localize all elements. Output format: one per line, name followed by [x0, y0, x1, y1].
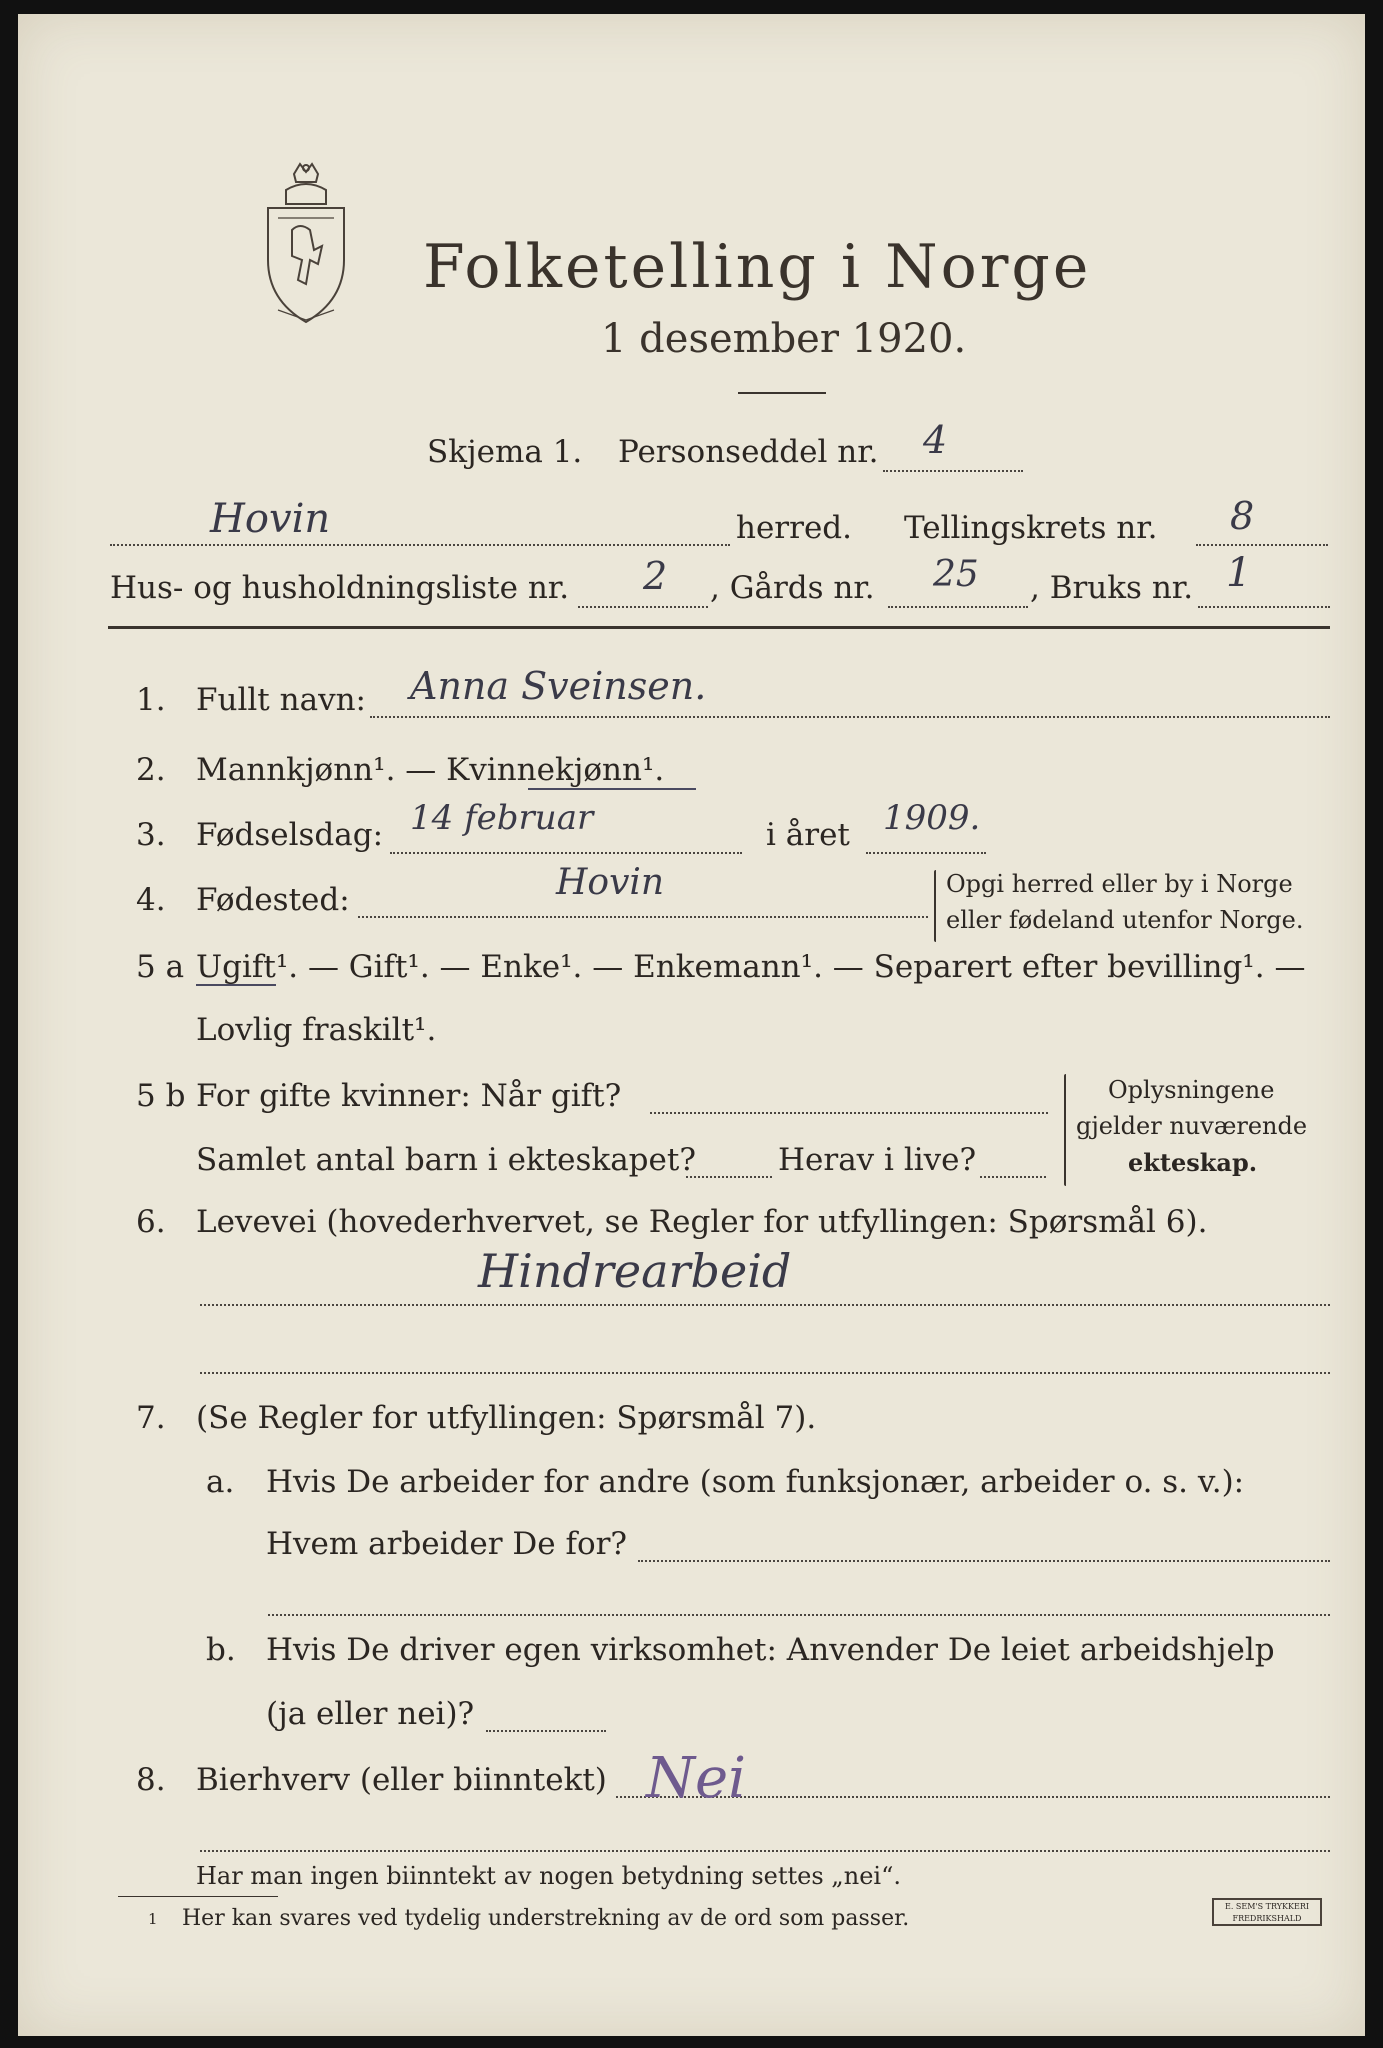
q7b-line — [486, 1730, 606, 1732]
q5b-children-line — [686, 1176, 772, 1178]
q5b-bracket — [1064, 1074, 1066, 1186]
herred-line — [110, 544, 730, 546]
footnote-divider — [118, 1896, 278, 1897]
tellingskrets-label: Tellingskrets nr. — [904, 510, 1158, 546]
hus-value: 2 — [643, 554, 668, 598]
q1-number: 1. — [136, 682, 166, 718]
q1-full-name: Anna Sveinsen. — [410, 664, 707, 708]
q4-line — [358, 916, 928, 918]
q2-number: 2. — [136, 752, 166, 788]
q3-year-line — [866, 852, 986, 854]
bruks-line — [1198, 606, 1330, 608]
q5b-married-line — [650, 1112, 1048, 1114]
q8-line2 — [200, 1850, 1330, 1852]
tellingskrets-value: 8 — [1230, 494, 1255, 538]
q5a-label-line2: Lovlig fraskilt¹. — [196, 1012, 437, 1048]
footnote-mark: 1 — [148, 1910, 158, 1928]
gards-value: 25 — [933, 554, 979, 595]
bruks-label: , Bruks nr. — [1030, 570, 1194, 606]
q5a-number: 5 a — [136, 949, 185, 985]
personseddel-value: 4 — [923, 418, 948, 462]
q5b-label-line2: Samlet antal barn i ekteskapet? — [196, 1142, 696, 1178]
title-divider — [738, 392, 826, 394]
q7b-label-line2: (ja eller nei)? — [266, 1696, 475, 1732]
q2-underline-mark — [528, 788, 696, 790]
tellingskrets-line — [1196, 544, 1328, 546]
personseddel-line — [883, 470, 1023, 472]
gards-label: , Gårds nr. — [710, 570, 875, 606]
q7-label: (Se Regler for utfyllingen: Spørsmål 7). — [196, 1400, 817, 1436]
form-title: Folketelling i Norge — [423, 232, 1092, 302]
q5a-label: Ugift¹. — Gift¹. — Enke¹. — Enkemann¹. — Separert efter bevilling¹. — — [196, 949, 1306, 985]
q7b-letter: b. — [206, 1632, 236, 1668]
q6-label: Levevei (hovederhvervet, se Regler for utfyllingen: Spørsmål 6). — [196, 1204, 1208, 1240]
q7-number: 7. — [136, 1400, 166, 1436]
census-form — [18, 14, 1365, 2036]
q3-day-line — [390, 852, 742, 854]
q1-label: Fullt navn: — [196, 682, 366, 718]
q7a-line2 — [268, 1614, 1330, 1616]
footnote-text: Her kan svares ved tydelig understrekning av de ord som passer. — [182, 1906, 910, 1931]
printer-stamp: E. SEM'S TRYKKERI FREDRIKSHALD — [1212, 1898, 1322, 1926]
q8-label: Bierhverv (eller biinntekt) — [196, 1762, 607, 1798]
q5a-underline-mark — [196, 984, 276, 986]
personseddel-label: Personseddel nr. — [618, 434, 879, 470]
bruks-value: 1 — [1226, 550, 1252, 596]
q6-line2 — [200, 1372, 1330, 1374]
skjema-label: Skjema 1. — [427, 434, 583, 470]
q3-number: 3. — [136, 817, 166, 853]
herred-label: herred. — [736, 510, 852, 546]
section-divider — [108, 626, 1330, 629]
q8-number: 8. — [136, 1762, 166, 1798]
q5b-alive-line — [980, 1176, 1046, 1178]
q7a-label-line2: Hvem arbeider De for? — [266, 1526, 628, 1562]
hus-line — [578, 606, 708, 608]
q2-label: Mannkjønn¹. — Kvinnekjønn¹. — [196, 752, 665, 788]
q4-note-line1: Opgi herred eller by i Norge — [946, 870, 1293, 898]
herred-value: Hovin — [210, 496, 331, 542]
q8-answer: Nei — [646, 1746, 747, 1811]
q4-number: 4. — [136, 882, 166, 918]
q6-number: 6. — [136, 1204, 166, 1240]
q5b-number: 5 b — [136, 1078, 186, 1114]
q3-birthday: 14 februar — [410, 798, 594, 838]
q5b-label: For gifte kvinner: Når gift? — [196, 1078, 622, 1114]
q7a-line1 — [638, 1560, 1330, 1562]
q8-note: Har man ingen biinntekt av nogen betydning settes „nei“. — [196, 1862, 901, 1890]
q4-note-line2: eller fødeland utenfor Norge. — [946, 906, 1304, 934]
gards-line — [888, 606, 1028, 608]
q4-bracket — [934, 870, 936, 942]
form-date: 1 desember 1920. — [601, 316, 967, 362]
q3-label: Fødselsdag: — [196, 817, 384, 853]
q6-occupation: Hindrearbeid — [478, 1244, 792, 1298]
coat-of-arms-icon — [256, 160, 356, 330]
q4-label: Fødested: — [196, 882, 350, 918]
q5b-note-line2: gjelder nuværende — [1076, 1112, 1308, 1140]
q7a-letter: a. — [206, 1464, 235, 1500]
q5b-alive-label: Herav i live? — [778, 1142, 977, 1178]
q5b-note-line3: ekteskap. — [1128, 1148, 1258, 1177]
q7a-label: Hvis De arbeider for andre (som funksjonær, arbeider o. s. v.): — [266, 1464, 1245, 1500]
q5b-note-line1: Oplysningene — [1108, 1076, 1275, 1104]
q1-line — [370, 716, 1330, 718]
hus-label: Hus- og husholdningsliste nr. — [110, 570, 570, 606]
q4-birthplace: Hovin — [556, 862, 665, 903]
q3-birth-year: 1909. — [883, 798, 981, 838]
q7b-label: Hvis De driver egen virksomhet: Anvender De leiet arbeidshjelp — [266, 1632, 1275, 1668]
q3-year-label: i året — [766, 817, 850, 853]
q6-line1 — [200, 1304, 1330, 1306]
